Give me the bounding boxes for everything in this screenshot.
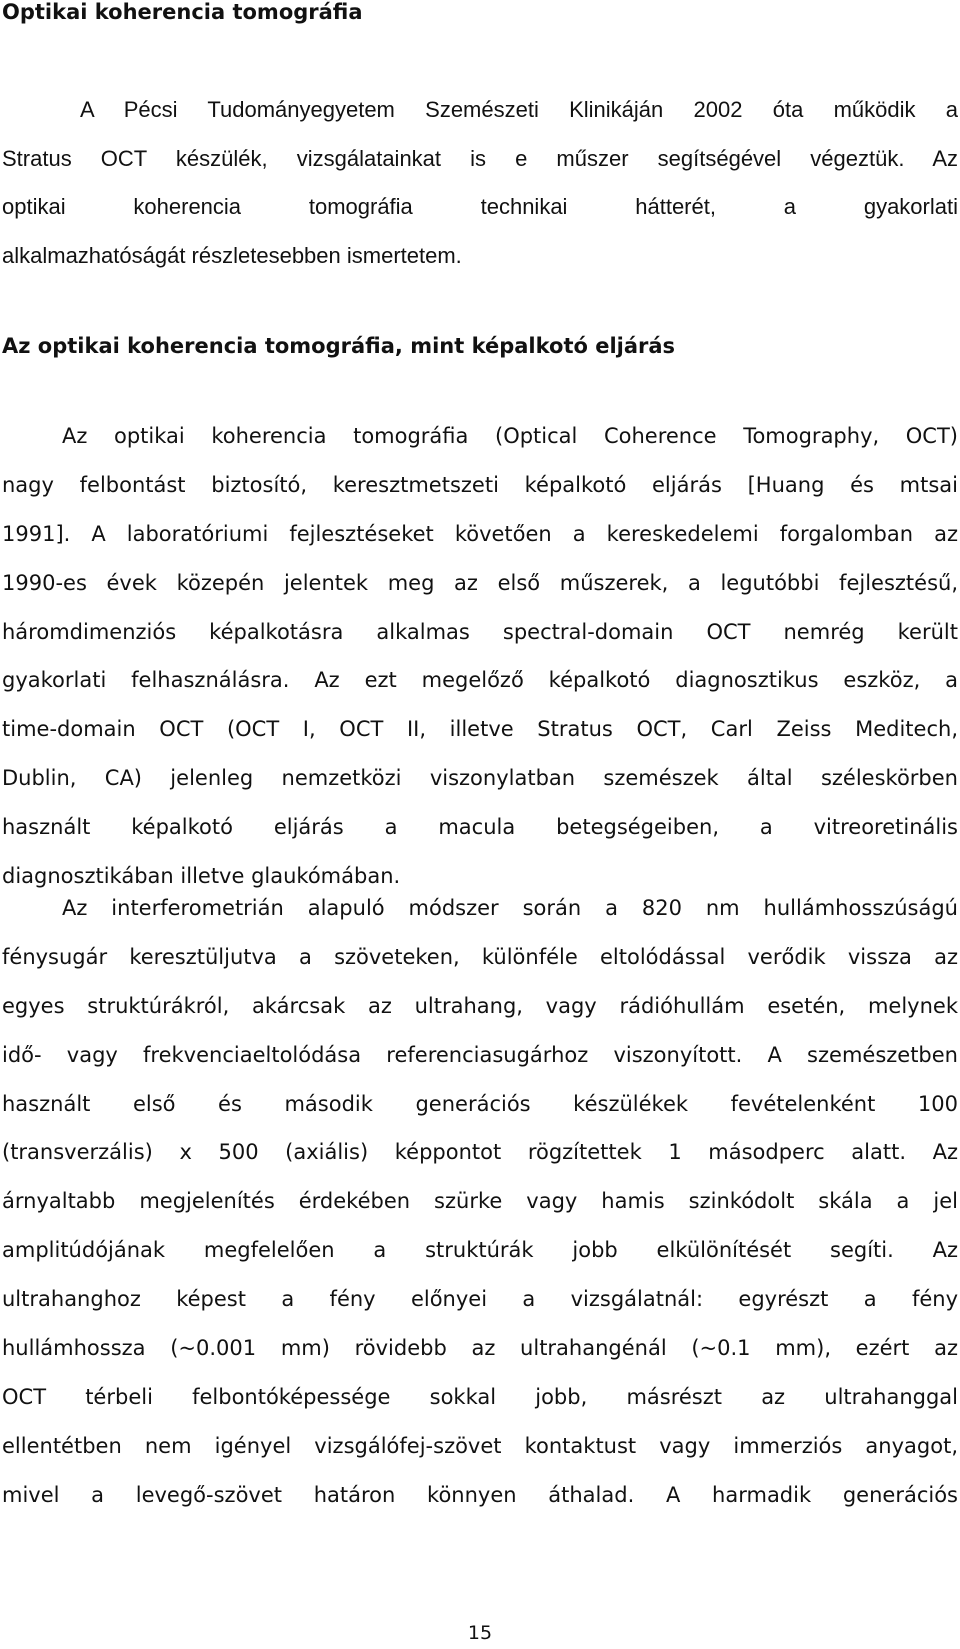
intro-line: alkalmazhatóságát részletesebben ismertetem. — [2, 243, 462, 269]
paragraph-2 — [2, 896, 958, 1532]
paragraph-line: egyes struktúrákról, akárcsak az ultrahang, vagy rádióhullám esetén, melynek — [2, 993, 958, 1018]
page-title: Optikai koherencia tomográfia — [2, 0, 363, 24]
intro-line: optikai koherencia tomográfia technikai hátterét, a gyakorlati — [2, 194, 958, 220]
paragraph-line: Az optikai koherencia tomográfia (Optical Coherence Tomography, OCT) — [62, 424, 958, 448]
paragraph-line: háromdimenziós képalkotásra alkalmas spectral-domain OCT nemrég került — [2, 619, 958, 644]
intro-paragraph — [2, 97, 958, 292]
paragraph-line: fénysugár keresztüljutva a szöveteken, különféle eltolódással verődik vissza az — [2, 944, 958, 969]
paragraph-line: mivel a levegő-szövet határon könnyen áthalad. A harmadik generációs — [2, 1482, 958, 1507]
paragraph-line: amplitúdójának megfelelően a struktúrák jobb elkülönítését segíti. Az — [2, 1238, 958, 1263]
paragraph-line: idő- vagy frekvenciaeltolódása referenciasugárhoz viszonyított. A szemészetben — [2, 1042, 958, 1067]
paragraph-line: (transverzális) x 500 (axiális) képpontot rögzítettek 1 másodperc alatt. Az — [2, 1140, 958, 1165]
intro-line: Stratus OCT készülék, vizsgálatainkat is e műszer segítségével végeztük. Az — [2, 145, 958, 171]
paragraph-line: Az interferometrián alapuló módszer során a 820 nm hullámhosszúságú — [62, 896, 958, 920]
page-number: 15 — [467, 1622, 493, 1644]
paragraph-line: nagy felbontást biztosító, keresztmetszeti képalkotó eljárás [Huang és mtsai — [2, 472, 958, 497]
section-heading: Az optikai koherencia tomográfia, mint képalkotó eljárás — [2, 334, 676, 358]
paragraph-line: használt képalkotó eljárás a macula betegségeiben, a vitreoretinális — [2, 815, 958, 840]
paragraph-line: OCT térbeli felbontóképessége sokkal jobb, másrészt az ultrahanggal — [2, 1384, 958, 1409]
paragraph-line: használt első és második generációs készülékek fevételenként 100 — [2, 1091, 958, 1116]
paragraph-line: árnyaltabb megjelenítés érdekében szürke vagy hamis szinkódolt skála a jel — [2, 1189, 958, 1214]
paragraph-line: Dublin, CA) jelenleg nemzetközi viszonylatban szemészek által széleskörben — [2, 766, 958, 791]
paragraph-line: hullámhossza (~0.001 mm) rövidebb az ultrahangénál (~0.1 mm), ezért az — [2, 1336, 958, 1361]
paragraph-line: ultrahanghoz képest a fény előnyei a vizsgálatnál: egyrészt a fény — [2, 1287, 958, 1312]
paragraph-line: diagnosztikában illetve glaukómában. — [2, 864, 401, 889]
paragraph-line: time-domain OCT (OCT I, OCT II, illetve Stratus OCT, Carl Zeiss Meditech, — [2, 717, 958, 742]
intro-line: A Pécsi Tudományegyetem Szemészeti Klinikáján 2002 óta működik a — [80, 97, 958, 122]
paragraph-line: 1990-es évek közepén jelentek meg az első műszerek, a legutóbbi fejlesztésű, — [2, 570, 958, 595]
paragraph-1 — [2, 424, 958, 913]
paragraph-line: gyakorlati felhasználásra. Az ezt megelőző képalkotó diagnosztikus eszköz, a — [2, 668, 958, 693]
paragraph-line: ellentétben nem igényel vizsgálófej-szövet kontaktust vagy immerziós anyagot, — [2, 1433, 958, 1458]
paragraph-line: 1991]. A laboratóriumi fejlesztéseket követően a kereskedelemi forgalomban az — [2, 521, 958, 546]
